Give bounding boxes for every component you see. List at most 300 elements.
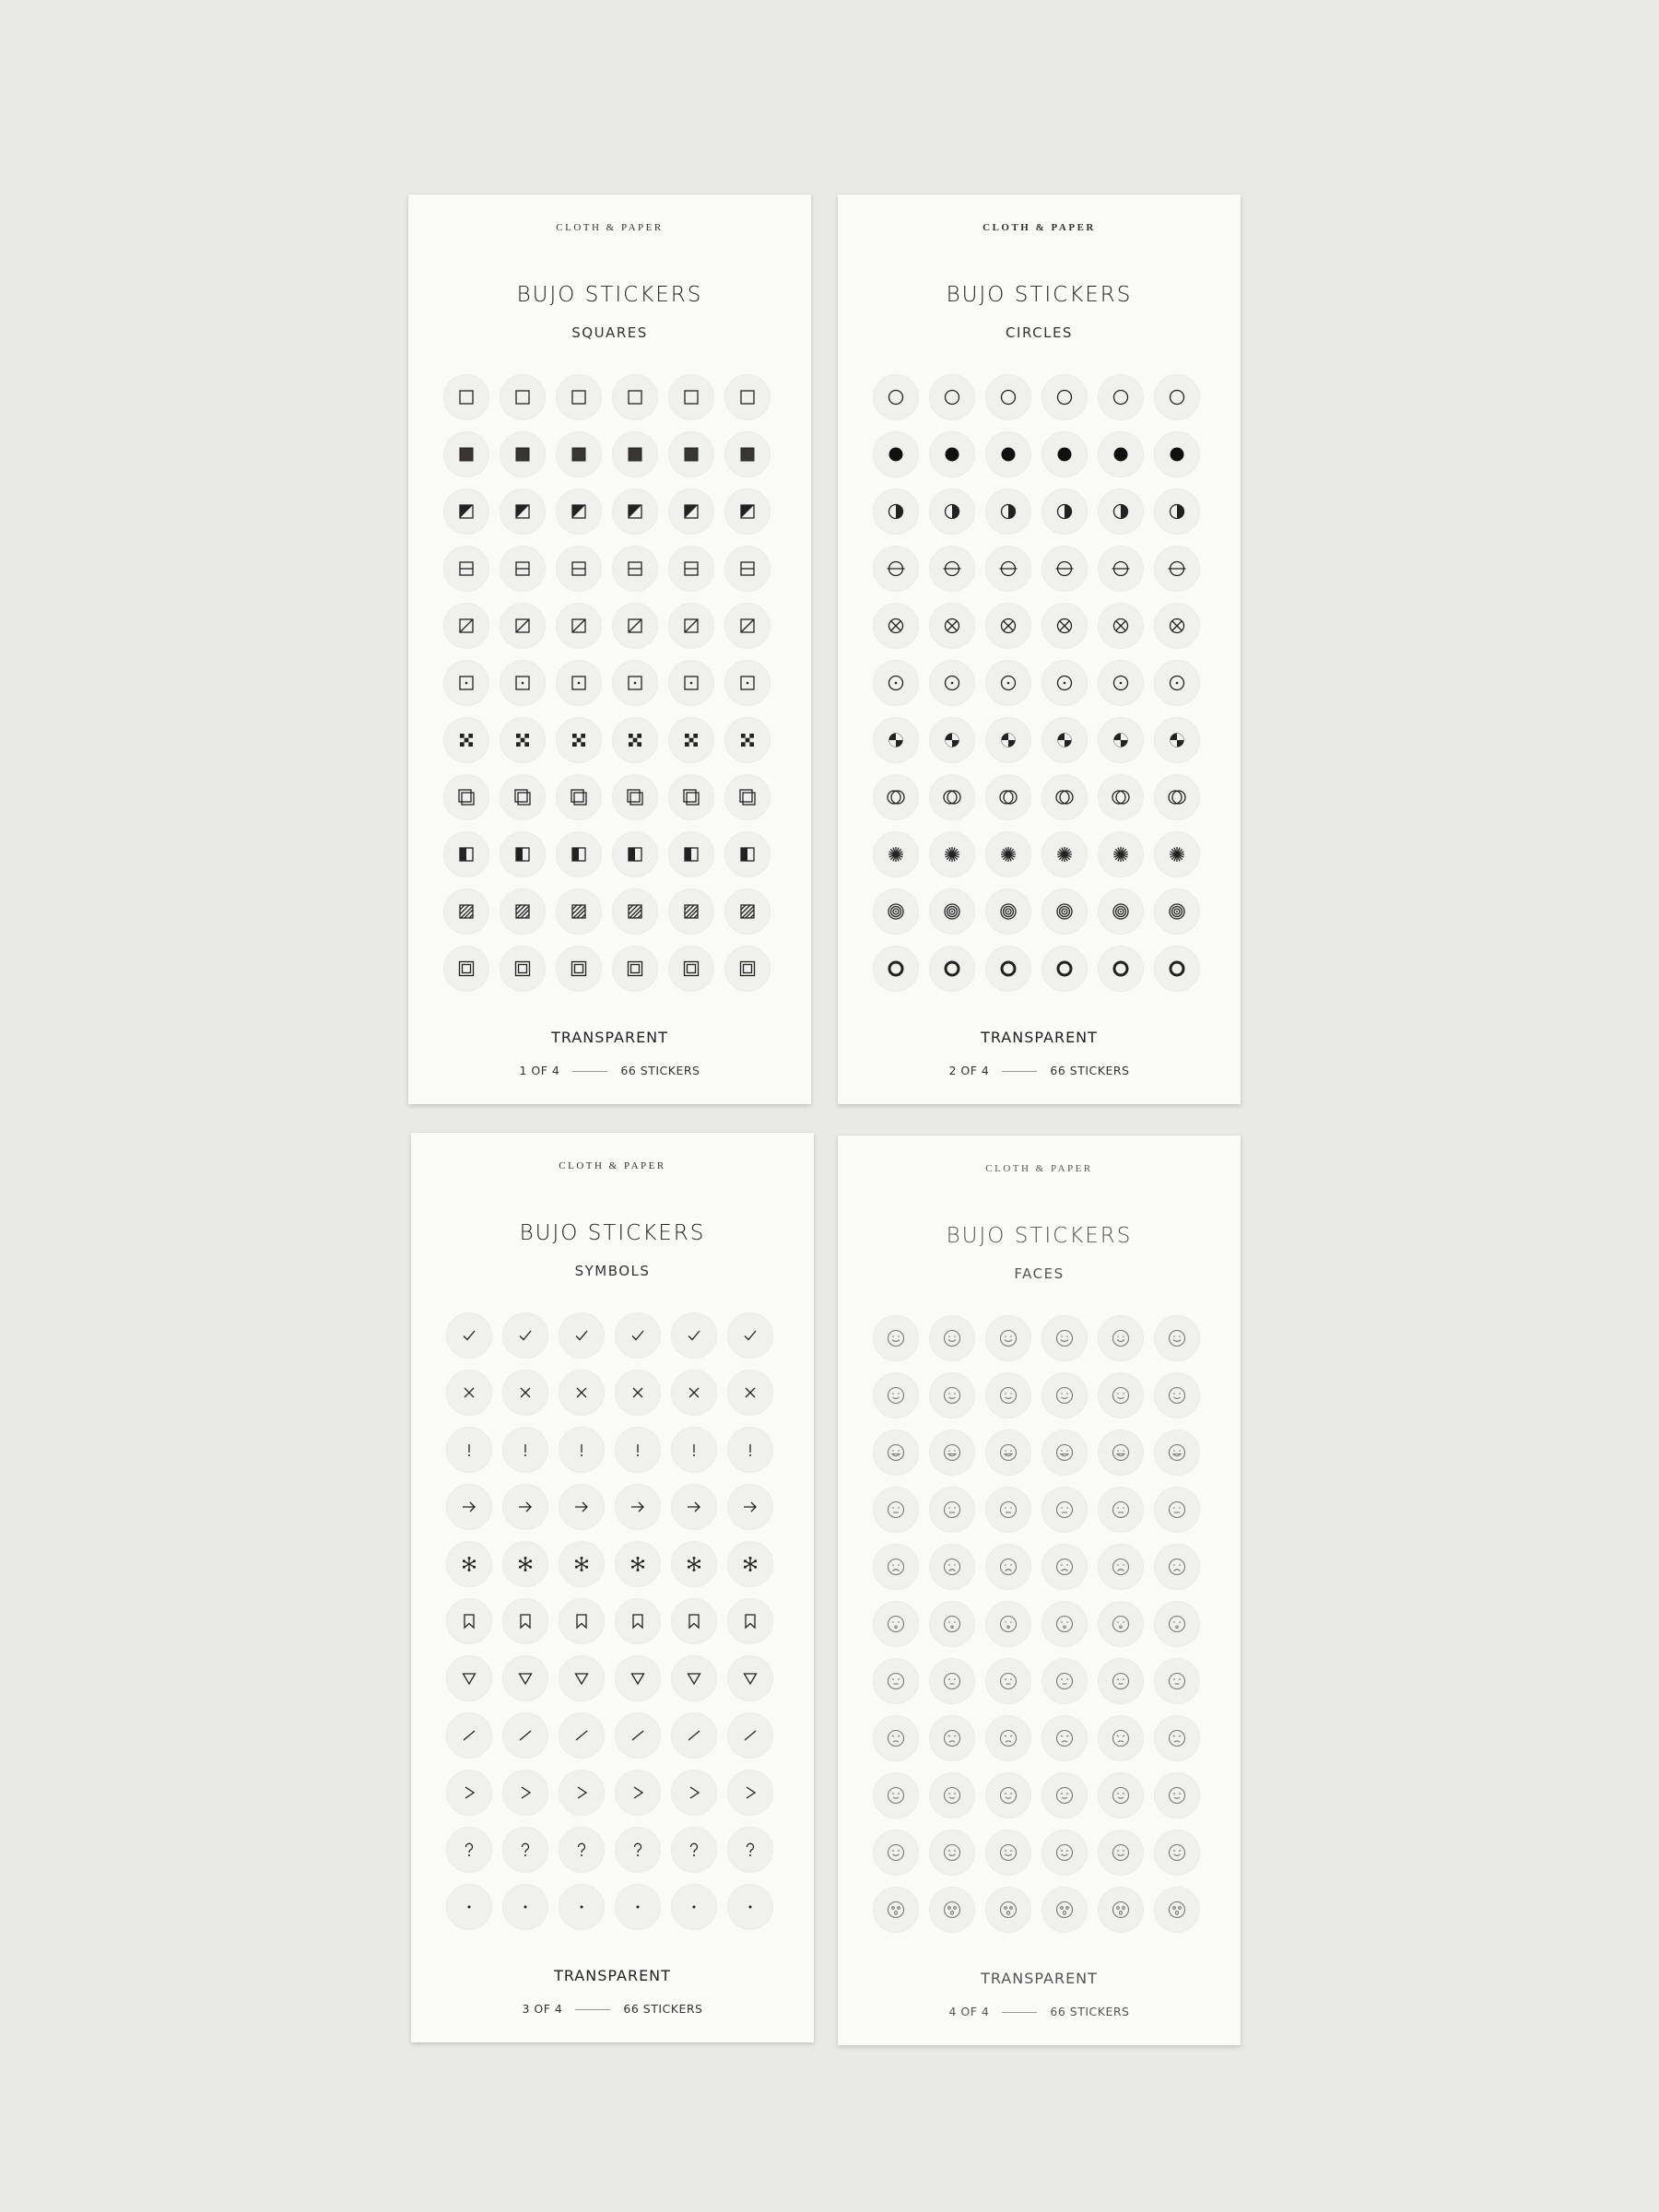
square-stacked-icon [736,786,759,808]
sticker [929,1372,975,1418]
face-pleased-icon [1166,1841,1188,1864]
exclamation-icon [571,1439,593,1461]
square-dot-icon [680,672,702,694]
square-stacked-icon [680,786,702,808]
sticker [724,946,771,992]
square-double-outline-icon [624,958,646,980]
sticker [873,1315,919,1361]
sticker [446,1541,492,1587]
sticker [671,1827,717,1873]
sticker [873,1487,919,1533]
sticker [1154,1772,1200,1818]
face-frown-icon [1053,1727,1076,1749]
sticker [1154,1658,1200,1704]
sticker [556,888,602,935]
square-hatched-icon [455,900,477,923]
sticker [1098,1830,1144,1876]
sticker [727,1712,773,1759]
sticker [1154,831,1200,877]
sticker [502,1427,548,1473]
sticker [668,431,714,477]
sticker [929,1601,975,1647]
sticker [556,431,602,477]
circle-dot-icon [1166,672,1188,694]
sticker [446,1770,492,1816]
sticker [873,431,919,477]
face-happy-icon [997,1327,1019,1349]
sticker [559,1655,605,1701]
slash-icon [739,1724,761,1747]
sticker [929,488,975,535]
sticker [1041,1372,1088,1418]
face-flat-icon [997,1670,1019,1692]
question-icon [627,1839,649,1861]
square-half-vertical-icon [455,843,477,865]
sheet-meta [838,2005,1241,2018]
sheet-footer: TRANSPARENT [981,1029,1098,1046]
sticker [443,660,489,706]
circle-cross-icon [885,615,907,637]
sticker [985,1315,1031,1361]
sticker [446,1427,492,1473]
face-pleased-icon [1110,1841,1132,1864]
checker-square-icon [455,729,477,751]
sticker [727,1884,773,1930]
square-outline-icon [512,386,534,408]
sticker [873,1658,919,1704]
sticker [985,888,1031,935]
sticker [1041,660,1088,706]
arrow-right-icon [458,1496,480,1518]
square-hatched-icon [680,900,702,923]
sheet-title: BUJO STICKERS [519,1221,706,1245]
sticker [556,946,602,992]
square-filled-icon [512,443,534,465]
square-double-outline-icon [680,958,702,980]
square-double-outline-icon [512,958,534,980]
face-neutral-icon [1110,1499,1132,1521]
square-dot-icon [512,672,534,694]
sticker [500,603,546,649]
sticker [1154,660,1200,706]
circle-dot-icon [941,672,963,694]
sticker [985,831,1031,877]
face-sad-icon [1053,1556,1076,1578]
sheet-symbols [411,1133,814,2042]
sticker [559,1541,605,1587]
sticker [985,546,1031,592]
sticker [929,603,975,649]
sticker [929,1658,975,1704]
sticker [443,374,489,420]
sheet-subtitle: SYMBOLS [574,1263,651,1279]
bookmark-icon [683,1610,705,1632]
sticker [500,946,546,992]
square-hatched-icon [736,900,759,923]
concentric-circle-icon [941,900,963,923]
face-content-icon [1110,1784,1132,1806]
sticker [1098,1715,1144,1761]
circle-thick-ring-icon [885,958,907,980]
x-icon [627,1382,649,1404]
square-horizontal-line-icon [455,558,477,580]
slash-icon [514,1724,536,1747]
sticker [671,1370,717,1416]
square-half-vertical-icon [680,843,702,865]
face-grin-icon [1053,1441,1076,1464]
starburst-icon [885,843,907,865]
triangle-down-icon [458,1667,480,1689]
face-sad-icon [885,1556,907,1578]
bookmark-icon [514,1610,536,1632]
sticker [727,1427,773,1473]
sticker [500,488,546,535]
pinwheel-icon [997,729,1019,751]
sticker [500,774,546,820]
sticker [443,717,489,763]
bookmark-icon [739,1610,761,1632]
sticker [1041,1315,1088,1361]
sticker [556,488,602,535]
square-diagonal-line-icon [512,615,534,637]
square-half-diagonal-icon [568,500,590,523]
circle-cross-icon [941,615,963,637]
square-half-vertical-icon [624,843,646,865]
arrow-right-icon [627,1496,649,1518]
sheet-faces [838,1135,1241,2045]
sticker [559,1484,605,1530]
sticker [985,946,1031,992]
sticker [612,546,658,592]
sticker [929,1830,975,1876]
sticker [668,488,714,535]
sticker [929,660,975,706]
circle-horizontal-line-icon [941,558,963,580]
face-surprised-icon [941,1613,963,1635]
slash-icon [458,1724,480,1747]
sticker-grid [873,1315,1208,1905]
arrow-right-icon [514,1496,536,1518]
face-happy-icon [1110,1327,1132,1349]
face-neutral-icon [997,1499,1019,1521]
circle-overlap-icon [941,786,963,808]
circle-outline-icon [885,386,907,408]
sticker [671,1655,717,1701]
chevron-right-icon [514,1782,536,1804]
face-content-icon [941,1784,963,1806]
sticker [1154,946,1200,992]
sticker-count: 66 STICKERS [1050,2005,1130,2018]
sticker [1041,831,1088,877]
sticker [668,717,714,763]
sticker [556,831,602,877]
sticker [1098,1544,1144,1590]
sticker [1098,1487,1144,1533]
x-icon [514,1382,536,1404]
sticker [502,1827,548,1873]
face-neutral-icon [1166,1499,1188,1521]
concentric-circle-icon [997,900,1019,923]
bookmark-icon [458,1610,480,1632]
sticker [929,431,975,477]
sticker [724,488,771,535]
square-diagonal-line-icon [736,615,759,637]
circle-filled-icon [1166,443,1188,465]
circle-horizontal-line-icon [885,558,907,580]
sticker [500,831,546,877]
square-half-diagonal-icon [624,500,646,523]
circle-cross-icon [997,615,1019,637]
sticker [1098,1315,1144,1361]
starburst-icon [1166,843,1188,865]
sticker [929,1430,975,1476]
sticker [612,831,658,877]
sticker [727,1770,773,1816]
sticker [727,1827,773,1873]
sticker [502,1655,548,1701]
x-icon [458,1382,480,1404]
sticker [1098,1430,1144,1476]
sticker [873,374,919,420]
sticker [671,1884,717,1930]
question-icon [739,1839,761,1861]
sticker [1041,1544,1088,1590]
x-icon [571,1382,593,1404]
square-half-vertical-icon [512,843,534,865]
pinwheel-icon [1110,729,1132,751]
sticker [559,1427,605,1473]
circle-dot-icon [885,672,907,694]
sticker [1041,1887,1088,1933]
sheet-squares [408,194,811,1104]
face-sad-icon [941,1556,963,1578]
face-flat-icon [1110,1670,1132,1692]
sticker [985,1772,1031,1818]
square-outline-icon [736,386,759,408]
sticker [1154,488,1200,535]
face-shocked-icon [885,1899,907,1921]
sticker [985,488,1031,535]
circle-cross-icon [1166,615,1188,637]
sticker [1154,546,1200,592]
sticker [873,717,919,763]
sticker [873,1887,919,1933]
circle-thick-ring-icon [1053,958,1076,980]
sticker [873,1715,919,1761]
arrow-right-icon [739,1496,761,1518]
circle-overlap-icon [1110,786,1132,808]
sticker [559,1827,605,1873]
sticker [1154,1372,1200,1418]
sheet-subtitle: CIRCLES [1006,324,1073,341]
sticker [724,774,771,820]
face-content-icon [1166,1784,1188,1806]
circle-filled-icon [1110,443,1132,465]
exclamation-icon [627,1439,649,1461]
sticker [502,1884,548,1930]
face-shocked-icon [1166,1899,1188,1921]
sticker [1098,1772,1144,1818]
sticker [671,1712,717,1759]
square-outline-icon [455,386,477,408]
circle-half-icon [997,500,1019,523]
sticker [929,831,975,877]
square-diagonal-line-icon [624,615,646,637]
sticker [612,888,658,935]
face-flat-icon [1166,1670,1188,1692]
sticker-grid [443,374,779,964]
sticker [443,831,489,877]
sticker [1041,946,1088,992]
square-dot-icon [455,672,477,694]
chevron-right-icon [627,1782,649,1804]
circle-half-icon [1166,500,1188,523]
sticker [443,888,489,935]
arrow-right-icon [683,1496,705,1518]
sticker [446,1370,492,1416]
face-frown-icon [941,1727,963,1749]
circle-half-icon [1053,500,1076,523]
check-icon [683,1324,705,1347]
checker-square-icon [568,729,590,751]
slash-icon [627,1724,649,1747]
divider [575,2009,610,2010]
sticker [929,888,975,935]
square-hatched-icon [568,900,590,923]
sticker [1041,717,1088,763]
starburst-icon [997,843,1019,865]
sticker [1098,1601,1144,1647]
square-half-diagonal-icon [736,500,759,523]
sticker [446,1484,492,1530]
sticker [873,1601,919,1647]
check-icon [739,1324,761,1347]
face-flat-icon [885,1670,907,1692]
sticker [1098,431,1144,477]
sticker [612,660,658,706]
slash-icon [683,1724,705,1747]
sticker [724,603,771,649]
triangle-down-icon [739,1667,761,1689]
sheet-title: BUJO STICKERS [946,1224,1133,1248]
sheet-subtitle: SQUARES [571,324,648,341]
sticker [985,1830,1031,1876]
face-neutral-icon [1053,1499,1076,1521]
sticker [1098,488,1144,535]
x-icon [739,1382,761,1404]
sheet-title: BUJO STICKERS [946,283,1133,307]
sticker [502,1312,548,1359]
circle-outline-icon [1110,386,1132,408]
snowflake-icon [739,1553,761,1575]
square-double-outline-icon [455,958,477,980]
sticker [985,431,1031,477]
starburst-icon [1110,843,1132,865]
sticker [1041,603,1088,649]
sticker [1098,546,1144,592]
sticker [1041,374,1088,420]
square-stacked-icon [455,786,477,808]
face-smile-icon [941,1384,963,1406]
sticker [1154,1887,1200,1933]
face-frown-icon [1166,1727,1188,1749]
face-flat-icon [1053,1670,1076,1692]
sticker [668,774,714,820]
sticker [502,1541,548,1587]
check-icon [627,1324,649,1347]
face-neutral-icon [941,1499,963,1521]
face-content-icon [885,1784,907,1806]
sticker-count: 66 STICKERS [1050,1064,1130,1077]
sticker [1098,831,1144,877]
sticker [724,374,771,420]
pinwheel-icon [941,729,963,751]
sticker [615,1770,661,1816]
sticker [724,546,771,592]
square-stacked-icon [512,786,534,808]
face-happy-icon [1053,1327,1076,1349]
face-pleased-icon [941,1841,963,1864]
sticker-count: 66 STICKERS [620,1064,700,1077]
square-outline-icon [568,386,590,408]
triangle-down-icon [514,1667,536,1689]
square-horizontal-line-icon [680,558,702,580]
circle-half-icon [885,500,907,523]
sticker [1098,660,1144,706]
checker-square-icon [680,729,702,751]
square-filled-icon [624,443,646,465]
sticker [1098,946,1144,992]
circle-filled-icon [941,443,963,465]
sticker [443,603,489,649]
circle-horizontal-line-icon [1166,558,1188,580]
sticker [671,1770,717,1816]
sticker [1154,1315,1200,1361]
face-shocked-icon [941,1899,963,1921]
square-double-outline-icon [568,958,590,980]
sticker [929,717,975,763]
face-smile-icon [1053,1384,1076,1406]
circle-filled-icon [997,443,1019,465]
concentric-circle-icon [1110,900,1132,923]
brand-label: CLOTH & PAPER [559,1160,666,1171]
arrow-right-icon [571,1496,593,1518]
sticker [727,1370,773,1416]
sticker [559,1370,605,1416]
square-horizontal-line-icon [624,558,646,580]
sticker [1041,488,1088,535]
checker-square-icon [512,729,534,751]
face-pleased-icon [885,1841,907,1864]
sticker [1154,1830,1200,1876]
circle-horizontal-line-icon [1110,558,1132,580]
starburst-icon [941,843,963,865]
face-surprised-icon [997,1613,1019,1635]
square-filled-icon [455,443,477,465]
square-dot-icon [568,672,590,694]
sticker [1041,888,1088,935]
face-happy-icon [1166,1327,1188,1349]
square-filled-icon [680,443,702,465]
sticker [873,488,919,535]
circle-thick-ring-icon [997,958,1019,980]
sticker [929,946,975,992]
x-icon [683,1382,705,1404]
circle-overlap-icon [1166,786,1188,808]
square-horizontal-line-icon [568,558,590,580]
sticker [1098,374,1144,420]
sticker [873,546,919,592]
